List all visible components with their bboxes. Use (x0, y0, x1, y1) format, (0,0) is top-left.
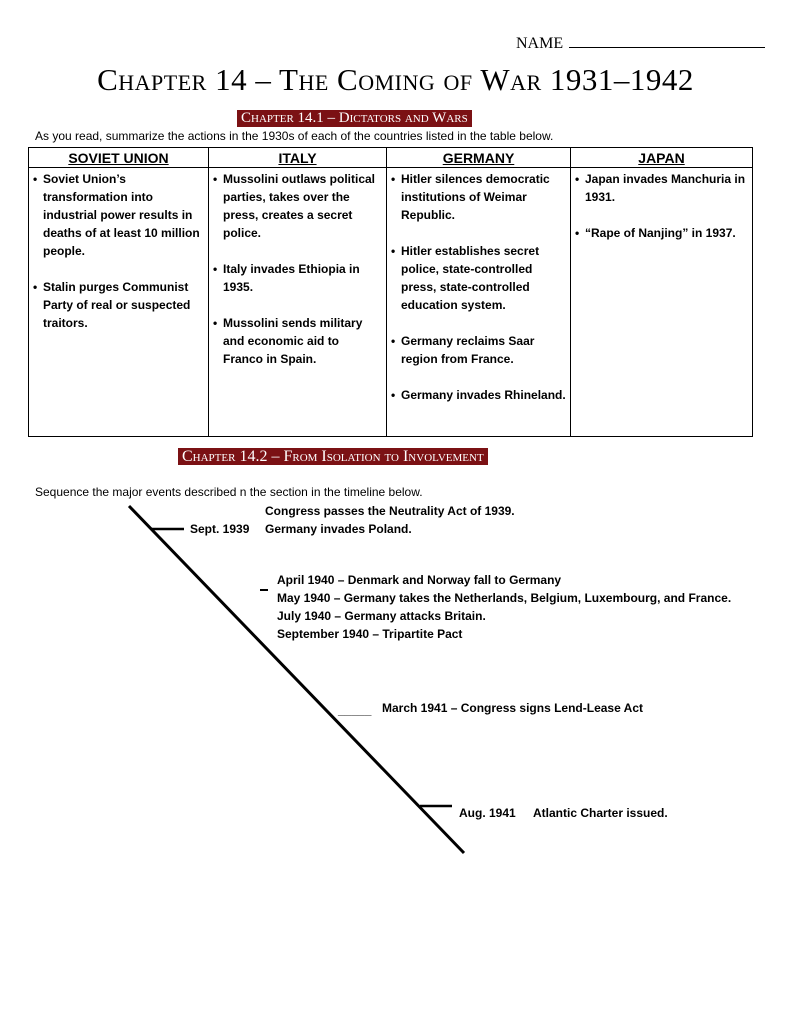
section1-instructions: As you read, summarize the actions in the 1930s of each of the countries listed in the table below. (35, 129, 554, 143)
event-blank[interactable]: _____ (338, 703, 372, 717)
section-heading-14-1: Chapter 14.1 – Dictators and Wars (237, 110, 472, 127)
timeline-axis (129, 506, 464, 853)
event-sept-1940: September 1940 – Tripartite Pact (277, 627, 463, 641)
event-april-1940: April 1940 – Denmark and Norway fall to Germany (277, 573, 562, 587)
bullet-item: • Japan invades Manchuria in 1931. (575, 170, 748, 206)
bullet-item: • Hitler silences democratic institutions of Weimar Republic. (391, 170, 566, 224)
page-title: Chapter 14 – The Coming of War 1931–1942 (97, 62, 694, 97)
section2-instructions: Sequence the major events described n the section in the timeline below. (35, 485, 423, 499)
bullet-item: • Germany invades Rhineland. (391, 386, 566, 404)
event-date-sept-1939: Sept. 1939 (190, 522, 250, 536)
name-label: NAME (516, 35, 564, 52)
bullet-item: • Soviet Union’s transformation into industrial power results in deaths of at least 10 million people. (33, 170, 204, 260)
event-march-1941: March 1941 – Congress signs Lend-Lease Act (382, 701, 643, 715)
column-header-japan: JAPAN (571, 148, 753, 168)
event-aug-1941: Atlantic Charter issued. (533, 806, 668, 820)
bullet-item: • Germany reclaims Saar region from France. (391, 332, 566, 368)
bullet-item: • Italy invades Ethiopia in 1935. (213, 260, 382, 296)
bullet-item: • Mussolini sends military and economic aid to Franco in Spain. (213, 314, 382, 368)
event-sept-1939: Germany invades Poland. (265, 522, 412, 536)
bullet-item: • Stalin purges Communist Party of real or suspected traitors. (33, 278, 204, 332)
column-header-italy: ITALY (209, 148, 387, 168)
bullet-item: • Mussolini outlaws political parties, takes over the press, creates a secret police. (213, 170, 382, 242)
event-date-aug-1941: Aug. 1941 (459, 806, 516, 820)
section-heading-14-2: Chapter 14.2 – From Isolation to Involvement (178, 448, 488, 465)
event-neutrality-act: Congress passes the Neutrality Act of 1939. (265, 504, 515, 518)
column-header-soviet-union: SOVIET UNION (29, 148, 209, 168)
event-may-1940: May 1940 – Germany takes the Netherlands, Belgium, Luxembourg, and France. (277, 591, 732, 605)
bullet-item: • “Rape of Nanjing” in 1937. (575, 224, 748, 242)
column-header-germany: GERMANY (387, 148, 571, 168)
bullet-item: • Hitler establishes secret police, state-controlled press, state-controlled education system. (391, 242, 566, 314)
event-july-1940: July 1940 – Germany attacks Britain. (277, 609, 486, 623)
